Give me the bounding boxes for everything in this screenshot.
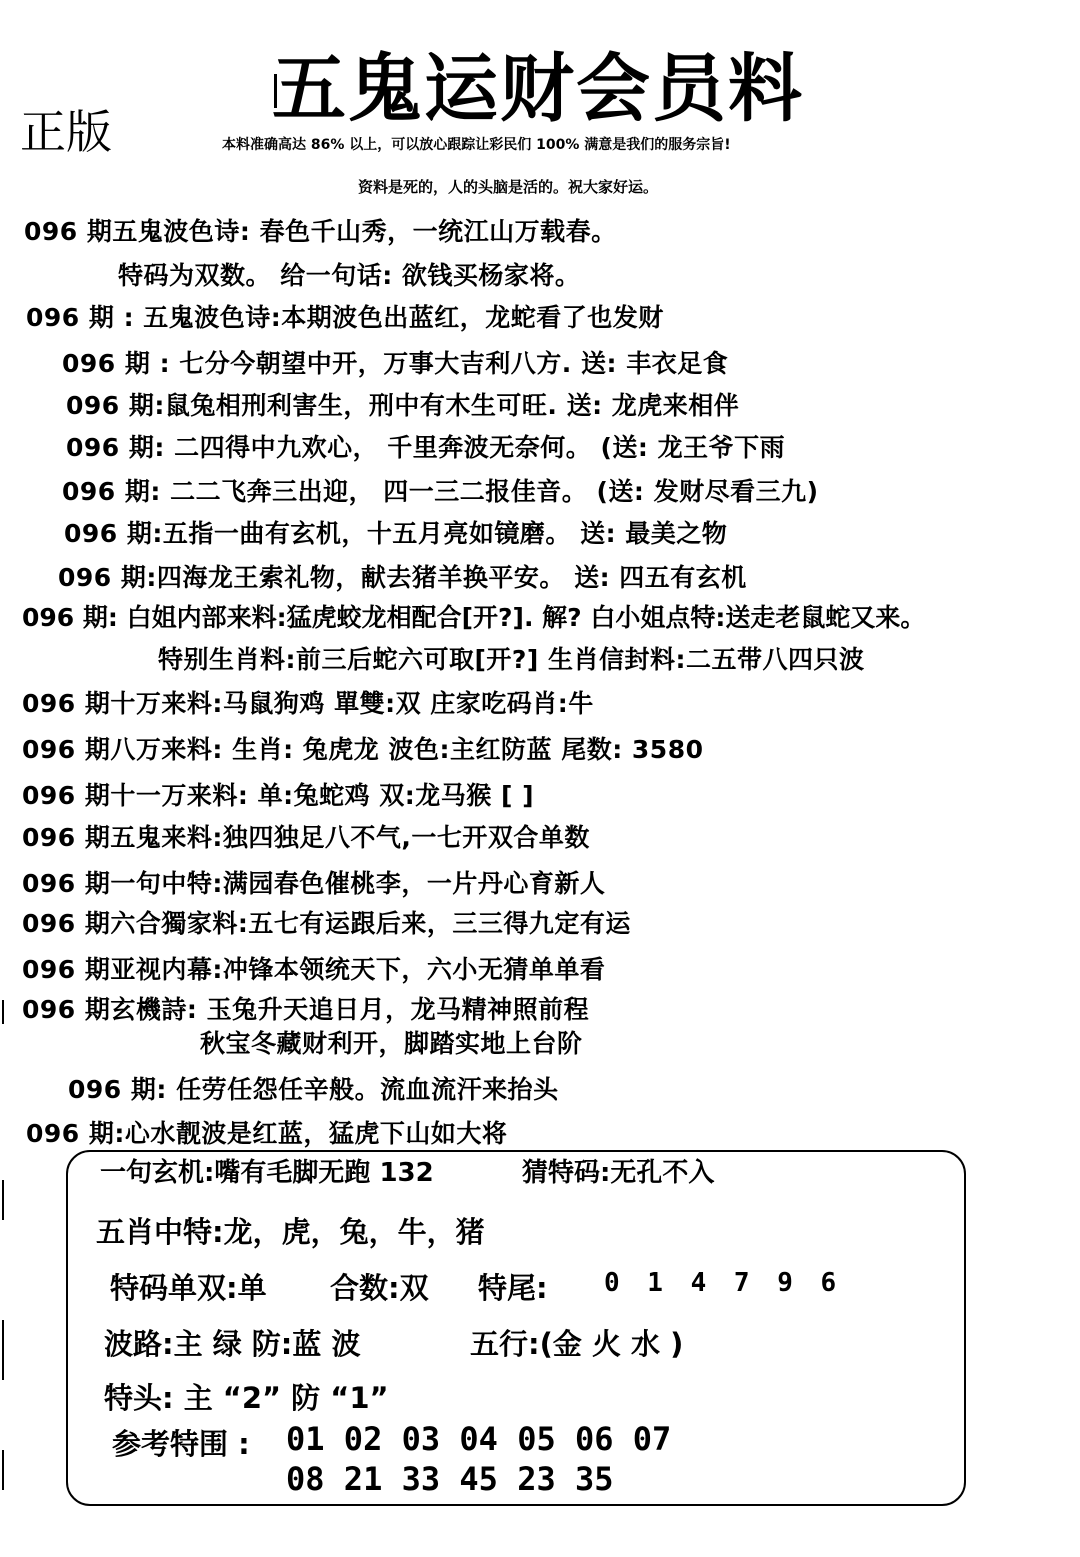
line-item: 096 期:四海龙王索礼物，献去猪羊换平安。 送: 四五有玄机 <box>58 563 747 592</box>
line-item: 096 期:心水靓波是红蓝，猛虎下山如大将 <box>26 1119 508 1148</box>
ref-row-2: 08 21 33 45 23 35 <box>286 1460 614 1498</box>
ref-row-1: 01 02 03 04 05 06 07 <box>286 1420 672 1458</box>
line-item: 096 期六合獨家料:五七有运跟后来，三三得九定有运 <box>22 909 631 938</box>
scan-mark <box>2 1320 4 1380</box>
head-text: 特头: 主 “2” 防 “1” <box>104 1381 389 1415</box>
genuine-badge: 正版 <box>20 105 112 159</box>
odd-even-text: 特码单双:单 <box>110 1271 267 1305</box>
elements-text: 五行:(金 火 水 ) <box>470 1327 684 1361</box>
five-zodiac-text: 五肖中特:龙，虎，兔，牛，猪 <box>96 1215 485 1249</box>
line-item: 096 期:鼠兔相刑利害生，刑中有木生可旺. 送: 龙虎来相伴 <box>66 391 740 420</box>
line-item: 096 期一句中特:满园春色催桃李，一片丹心育新人 <box>22 869 606 898</box>
scan-mark <box>2 1450 4 1490</box>
page-title: 五鬼运财会员料 <box>272 46 804 132</box>
ref-label: 参考特围 : <box>112 1427 250 1461</box>
guess-text: 猜特码:无孔不入 <box>522 1158 715 1188</box>
line-item: 特码为双数。 给一句话: 欲钱买杨家将。 <box>118 261 581 290</box>
line-item: 096 期亚视内幕:冲锋本领统天下，六小无猜单单看 <box>22 955 606 984</box>
line-item: 096 期五鬼波色诗: 春色千山秀，一统江山万载春。 <box>24 217 617 246</box>
wave-text: 波路:主 绿 防:蓝 波 <box>104 1327 361 1361</box>
line-item: 秋宝冬藏财利开，脚踏实地上台阶 <box>200 1029 583 1058</box>
line-item: 096 期: 二四得中九欢心， 千里奔波无奈何。 (送: 龙王爷下雨 <box>66 433 786 462</box>
line-item: 特别生肖料:前三后蛇六可取[开?] 生肖信封料:二五带八四只波 <box>158 645 865 674</box>
scan-mark <box>2 1180 4 1220</box>
line-item: 096 期 : 七分今朝望中开，万事大吉利八方. 送: 丰衣足食 <box>62 349 729 378</box>
line-item: 096 期八万来料: 生肖: 兔虎龙 波色:主红防蓝 尾数: 3580 <box>22 735 704 764</box>
accuracy-note: 本料准确高达 86% 以上，可以放心跟踪让彩民们 100% 满意是我们的服务宗旨! <box>222 137 731 153</box>
sum-text: 合数:双 <box>330 1271 429 1305</box>
tail-label: 特尾: <box>478 1271 548 1305</box>
line-item: 096 期: 二二飞奔三出迎， 四一三二报佳音。 (送: 发财尽看三九) <box>62 477 819 506</box>
luck-note: 资料是死的，人的头脑是活的。祝大家好运。 <box>358 178 659 196</box>
line-item: 096 期十万来料:马鼠狗鸡 單雙:双 庄家吃码肖:牛 <box>22 689 594 718</box>
line-item: 096 期:五指一曲有玄机，十五月亮如镜磨。 送: 最美之物 <box>64 519 728 548</box>
line-item: 096 期玄機詩: 玉兔升天追日月，龙马精神照前程 <box>22 995 590 1024</box>
riddle-text: 一句玄机:嘴有毛脚无跑 132 <box>100 1158 434 1188</box>
line-item: 096 期: 白姐内部来料:猛虎蛟龙相配合[开?]. 解? 白小姐点特:送走老鼠蛇又来。 <box>22 603 926 632</box>
tail-digits: 0 1 4 7 9 6 <box>604 1268 843 1298</box>
scan-mark <box>2 1000 4 1024</box>
line-item: 096 期五鬼来料:独四独足八不气,一七开双合单数 <box>22 823 590 852</box>
line-item: 096 期十一万来料: 单:兔蛇鸡 双:龙马猴 [ ] <box>22 781 535 810</box>
line-item: 096 期 : 五鬼波色诗:本期波色出蓝红，龙蛇看了也发财 <box>26 303 664 332</box>
line-item: 096 期: 任劳任怨任辛般。流血流汗来抬头 <box>68 1075 559 1104</box>
